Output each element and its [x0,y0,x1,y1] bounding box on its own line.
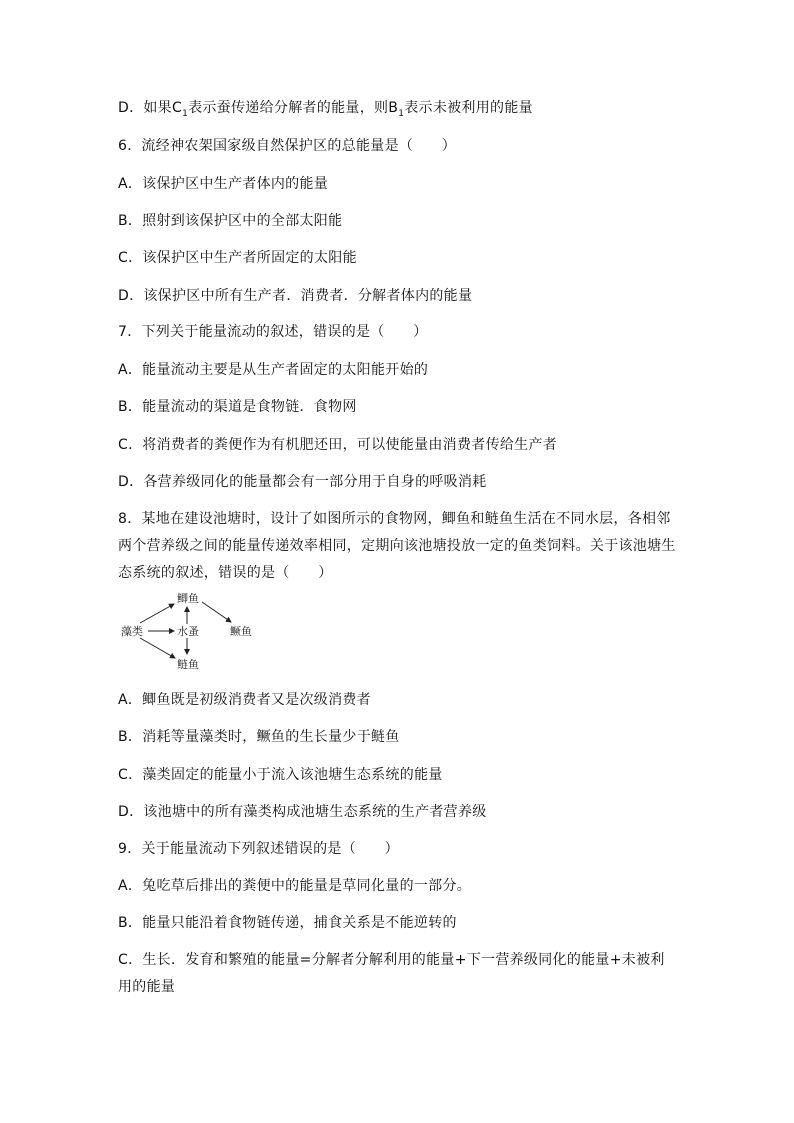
node-mandarin: 鳜鱼 [230,625,252,638]
q5d-pre: D．如果C [118,100,183,116]
q5d-mid: 表示蚕传递给分解者的能量，则B [188,100,399,116]
q7-option-d: D．各营养级同化的能量都会有一部分用于自身的呼吸消耗 [118,474,487,490]
q6-stem: 6．流经神农架国家级自然保护区的总能量是（ ） [118,138,457,154]
arrow-algae-to-silvercarp [140,638,175,658]
q7-option-c: C．将消费者的粪便作为有机肥还田，可以使能量由消费者传给生产者 [118,437,558,453]
q7-option-b: B．能量流动的渠道是食物链．食物网 [118,399,357,415]
q8-stem: 8．某地在建设池塘时，设计了如图所示的食物网，鲫鱼和鲢鱼生活在不同水层，各相邻两个营养级之间的能量传递效率相同，定期向该池塘投放一定的鱼类饲料。关于该池塘生态系统的叙述，错误的是（ ） [118,511,676,581]
node-silvercarp: 鲢鱼 [177,658,199,671]
q7-option-a: A．能量流动主要是从生产者固定的太阳能开始的 [118,362,429,378]
q9-option-b: B．能量只能沿着食物链传递，捕食关系是不能逆转的 [118,915,457,931]
q6-option-c: C．该保护区中生产者所固定的太阳能 [118,250,357,266]
arrow-algae-to-crucian [140,604,174,623]
node-algae: 藻类 [121,625,143,638]
q6-option-a: A．该保护区中生产者体内的能量 [118,176,329,192]
q8-option-c: C．藻类固定的能量小于流入该池塘生态系统的能量 [118,767,443,783]
q8-option-b: B．消耗等量藻类时，鳜鱼的生长量少于鲢鱼 [118,729,400,745]
q6-option-b: B．照射到该保护区中的全部太阳能 [118,213,343,229]
node-waterflea: 水蚤 [177,625,199,638]
q6-option-d: D．该保护区中所有生产者．消费者．分解者体内的能量 [118,288,473,304]
arrow-crucian-to-mandarin [202,602,231,622]
q5d-post: 表示未被利用的能量 [404,100,533,116]
food-web-diagram [118,592,268,672]
q7-stem: 7．下列关于能量流动的叙述，错误的是（ ） [118,324,428,340]
q9-stem: 9．关于能量流动下列叙述错误的是（ ） [118,841,399,857]
q5-option-d [118,99,533,123]
node-crucian: 鲫鱼 [177,592,199,605]
q8-option-a: A．鲫鱼既是初级消费者又是次级消费者 [118,692,371,708]
q9-option-a: A．兔吃草后排出的粪便中的能量是草同化量的一部分。 [118,878,472,894]
q5d-sub1: 1 [182,108,189,119]
q5d-sub2: 1 [398,108,405,119]
q8-option-d: D．该池塘中的所有藻类构成池塘生态系统的生产者营养级 [118,804,487,820]
q9-option-c: C．生长．发育和繁殖的能量=分解者分解利用的能量+下一营养级同化的能量+未被利用的能量 [118,952,665,995]
